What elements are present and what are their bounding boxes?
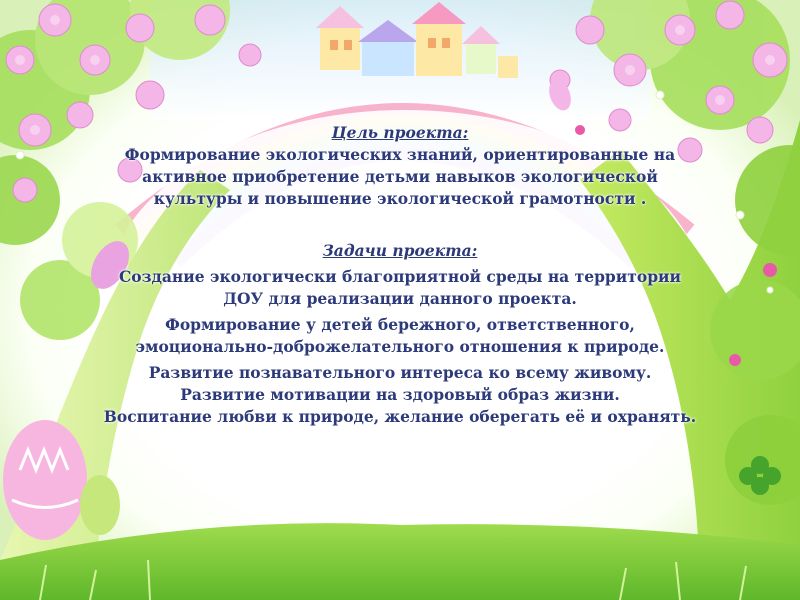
task-item-4: Развитие мотивации на здоровый образ жизни. [180, 385, 620, 404]
task-item-2: Формирование у детей бережного, ответственного, эмоционально-доброжелательного отношения к природе. [135, 315, 665, 356]
goal-text: Формирование экологических знаний, ориентированные на активное приобретение детьми навыков экологической культуры и повышение экологической грамотности . [124, 145, 676, 208]
task-item-1: Создание экологически благоприятной среды на территории ДОУ для реализации данного проекта. [118, 267, 682, 308]
goal-heading: Цель проекта: [331, 123, 469, 142]
project-description [100, 122, 700, 428]
task-item-3: Развитие познавательного интереса ко всему живому. [148, 363, 652, 382]
tasks-heading: Задачи проекта: [322, 241, 478, 260]
task-item-5: Воспитание любви к природе, желание оберегать её и охранять. [103, 407, 697, 426]
